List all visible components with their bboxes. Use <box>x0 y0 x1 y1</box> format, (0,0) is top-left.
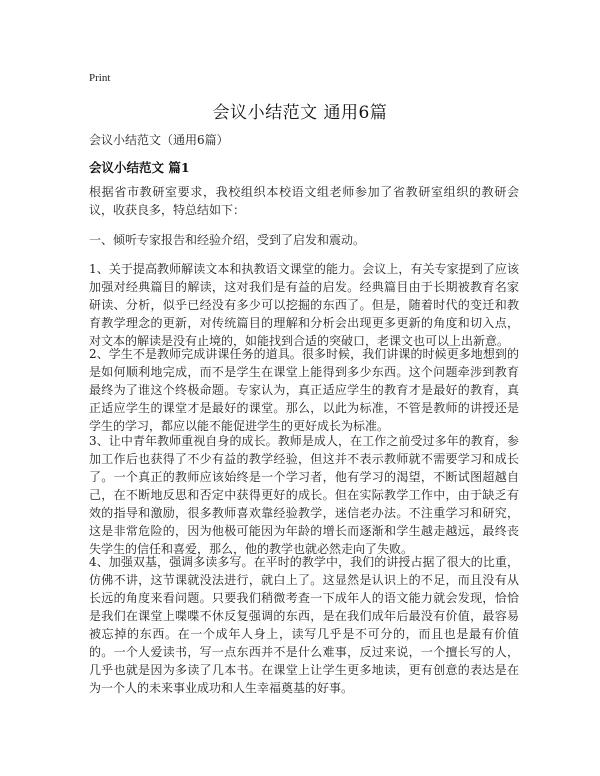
paragraph-intro: 根据省市教研室要求，我校组织本校语文组老师参加了省教研室组织的教研会议，收获良多，特总结如下： <box>89 185 519 217</box>
print-label: Print <box>89 72 111 84</box>
paragraph-point-4: 4、加强双基，强调多读多写。在平时的教学中，我们的讲授占据了很大的比重，仿佛不讲，这节课就没法进行，就白上了。这显然是认识上的不足，而且没有从长远的角度来看问题。只要我们稍微考查一下成年人的语文能力就会发现，恰恰是我们在课堂上喋喋不休反复强调的东西，是在我们成年后最没有价值，最容易被忘掉的东西。在一个成年人身上，读写几乎是不可分的，而且也是最有价值的。一个人爱读书，写一点东西并不是什么难事，反过来说，一个擅长写的人，几乎也就是因为多读了几本书。在课堂上让学生更多地读，更有创意的表达是在为一个人的未来事业成功和人生幸福奠基的好事。 <box>89 555 519 695</box>
paragraph-point-3: 3、让中青年教师重视自身的成长。教师是成人，在工作之前受过多年的教育，参加工作后也获得了不少有益的教学经验，但这并不表示教师就不需要学习和成长了。一个真正的教师应该始终是一个学习者，他有学习的渴望，不断试图超越自己，在不断地反思和否定中获得更好的成长。但在实际教学工作中，由于缺乏有效的指导和激励，很多教师喜欢靠经验教学，迷信老办法。不注重学习和研究，这是非常危险的，因为他极可能因为年龄的增长而逐渐和学生越走越远，最终丧失学生的信任和喜爱，那么，他的教学也就必然走向了失败。 <box>89 434 519 556</box>
document-subtitle: 会议小结范文（通用6篇） <box>89 133 229 147</box>
paragraph-point-1: 1、关于提高教师解读文本和执教语文课堂的能力。会议上，有关专家提到了应该加强对经典篇目的解读，这对我们是有益的启发。经典篇目由于长期被教育名家研读、分析，似乎已经没有多少可以挖掘的东西了。但是，随着时代的变迁和教育教学理念的更新，对传统篇目的理解和分析会出现更多更新的角度和切入点，对文本的解读是没有止境的，如能找到合适的突破口，老课文也可以上出新意。 <box>89 262 519 348</box>
paragraph-point-2: 2、学生不是教师完成讲课任务的道具。很多时候，我们讲课的时候更多地想到的是如何顺利地完成，而不是学生在课堂上能得到多少东西。这个问题牵涉到教育最终为了谁这个终极命题。专家认为，真正适应学生的教育才是最好的教育，真正适应学生的课堂才是最好的课堂。那么，以此为标准，不管是教师的讲授还是学生的学习，都应以能不能促进学生的更好成长为标准。 <box>89 347 519 433</box>
section-heading: 会议小结范文 篇1 <box>89 160 190 175</box>
paragraph-heading-one: 一、倾听专家报告和经验介绍，受到了启发和震动。 <box>89 233 366 247</box>
document-title: 会议小结范文 通用6篇 <box>212 103 388 123</box>
